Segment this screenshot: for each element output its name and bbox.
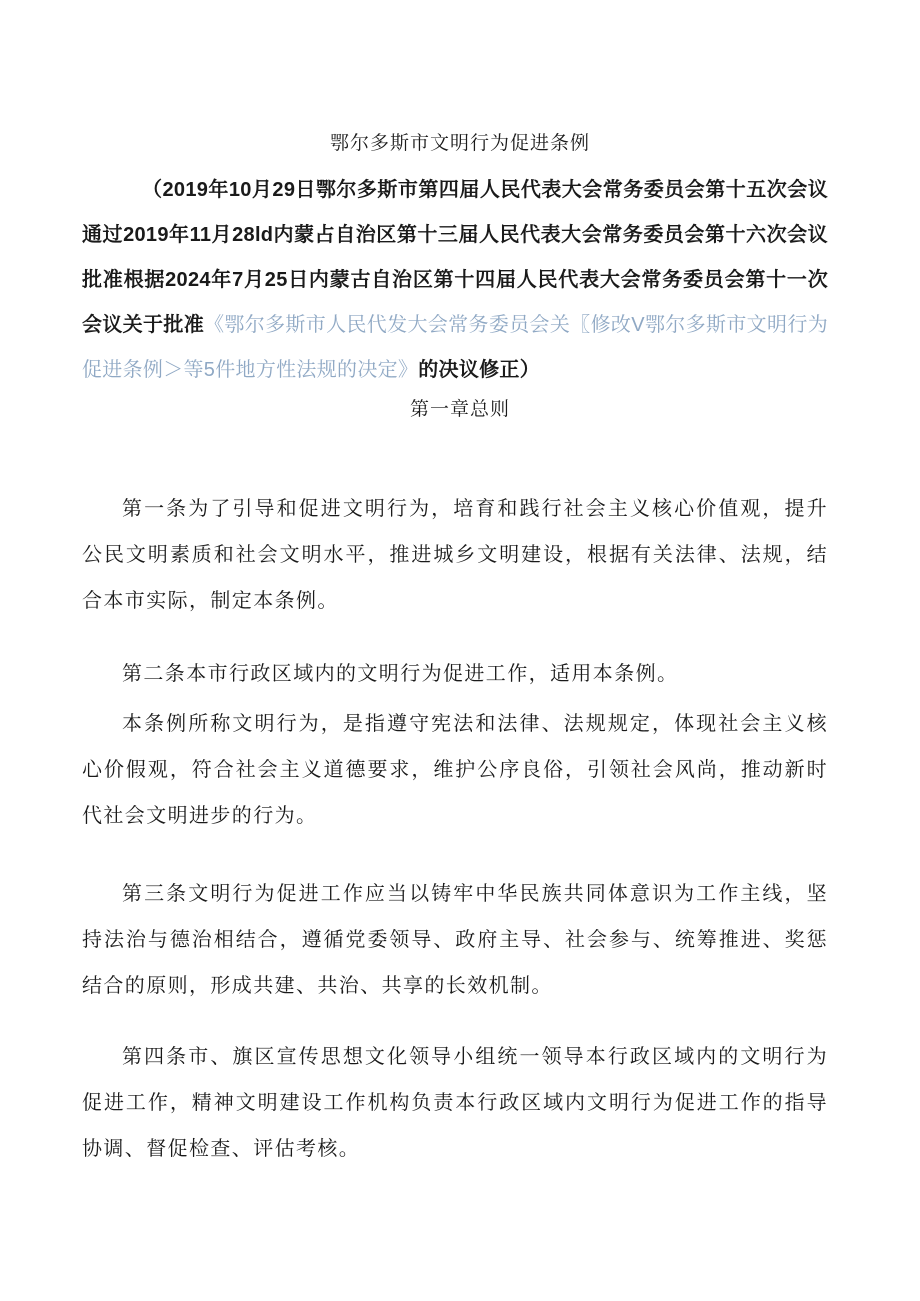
article-1: 第一条为了引导和促进文明行为，培育和践行社会主义核心价值观，提升公民文明素质和社会文明水平，推进城乡文明建设，根据有关法律、法规，结合本市实际，制定本条例。	[82, 496, 828, 612]
article-2-definition: 本条例所称文明行为，是指遵守宪法和法律、法规规定，体现社会主义核心价假观，符合社会主义道德要求，维护公序良俗，引领社会风尚，推动新时代社会文明进步的行为。	[82, 711, 828, 827]
note-decision-link[interactable]: 《鄂尔多斯市人民代发大会常务委员会关〖修改V鄂尔多斯市文明行为促进条例＞等5件地方性法规的决定》	[82, 314, 828, 381]
article-3: 第三条文明行为促进工作应当以铸牢中华民族共同体意识为工作主线，坚持法治与德治相结合，遵循党委领导、政府主导、社会参与、统筹推进、奖惩结合的原则，形成共建、共治、共享的长效机制。	[82, 881, 828, 997]
article-2: 第二条本市行政区域内的文明行为促进工作，适用本条例。	[122, 661, 679, 685]
legislative-note	[82, 168, 828, 393]
note-text-end: 的决议修正）	[418, 359, 541, 381]
note-text: （2019年10月29日鄂尔多斯市第四届人民代表大会常务委员会第十五次会议通过2019年11月28ld内蒙占自治区第十三届人民代表大会常务委员会第十六次会议批准根据2024年7月25日内蒙古自治区第十四届人民代表大会常务委员会第十一次会议关于批准	[82, 179, 828, 336]
chapter-title: 第一章总则	[409, 398, 510, 420]
article-4: 第四条市、旗区宣传思想文化领导小组统一领导本行政区域内的文明行为促进工作，精神文明建设工作机构负责本行政区域内文明行为促进工作的指导协调、督促检查、评估考核。	[82, 1044, 828, 1160]
document-title: 鄂尔多斯市文明行为促进条例	[329, 132, 590, 154]
